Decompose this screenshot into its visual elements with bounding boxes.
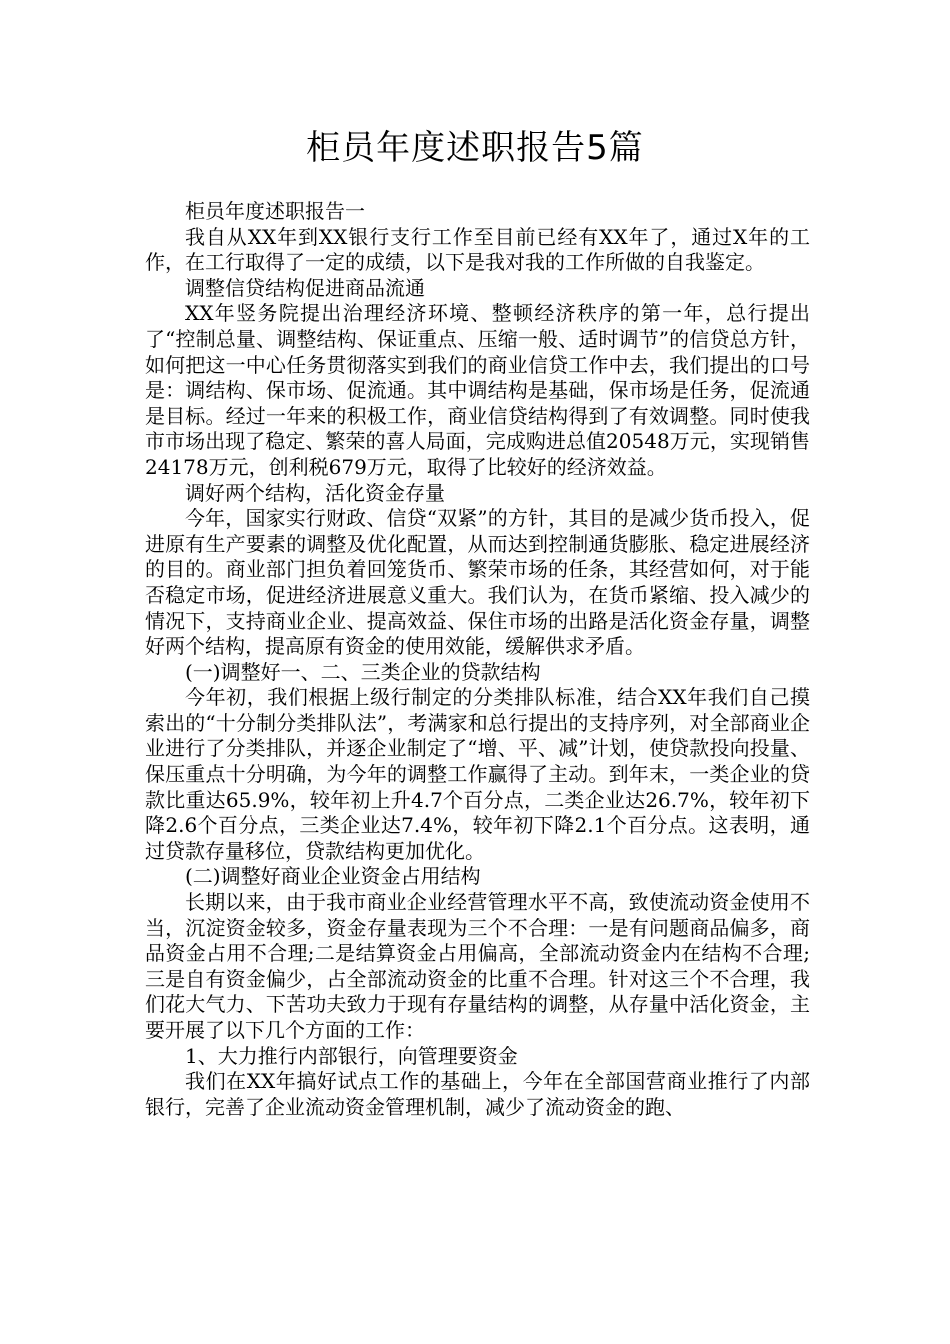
body-paragraph: 今年，国家实行财政、信贷“双紧”的方针，其目的是减少货币投入，促进原有生产要素的调整及优化配置，从而达到控制通货膨胀、稳定进展经济的目的。商业部门担负着回笼货币、繁荣市场的任条，其经营如何，对于能否稳定市场，促进经济进展意义重大。我们认为，在货币紧缩、投入减少的情况下，支持商业企业、提高效益、保住市场的出路是活化资金存量，调整好两个结构，提高原有资金的使用效能，缓解供求矛盾。 [145,506,810,659]
document-body [145,199,810,1120]
section-heading: 柜员年度述职报告一 [185,199,365,223]
document-title: 柜员年度述职报告5篇 [306,128,644,168]
body-paragraph: 今年初，我们根据上级行制定的分类排队标准，结合XX年我们自己摸索出的“十分制分类排队法”，考满家和总行提出的支持序列，对全部商业企业进行了分类排队，并逐企业制定了“增、平、减”计划，使贷款投向投量、保压重点十分明确，为今年的调整工作赢得了主动。到年末，一类企业的贷款比重达65.9%，较年初上升4.7个百分点，二类企业达26.7%，较年初下降2.6个百分点，三类企业达7.4%，较年初下降2.1个百分点。这表明，通过贷款存量移位，贷款结构更加优化。 [145,685,810,863]
section-heading: 1、大力推行内部银行，向管理要资金 [185,1043,518,1068]
body-paragraph: 我们在XX年搞好试点工作的基础上，今年在全部国营商业推行了内部银行，完善了企业流动资金管理机制，减少了流动资金的跑、 [145,1069,810,1119]
section-heading: (二)调整好商业企业资金占用结构 [185,864,481,889]
body-paragraph: XX年竖务院提出治理经济环境、整顿经济秩序的第一年，总行提出了“控制总量、调整结构、保证重点、压缩一般、适时调节”的信贷总方针，如何把这一中心任务贯彻落实到我们的商业信贷工作中去，我们提出的口号是：调结构、保市场、促流通。其中调结构是基础，保市场是任务，促流通是目标。经过一年来的积极工作，商业信贷结构得到了有效调整。同时使我市市场出现了稳定、繁荣的喜人局面，完成购进总值20548万元，实现销售24178万元，创利税679万元，取得了比较好的经济效益。 [145,301,810,479]
body-paragraph: 我自从XX年到XX银行支行工作至目前已经有XX年了，通过X年的工作，在工行取得了一定的成绩，以下是我对我的工作所做的自我鉴定。 [145,224,810,275]
section-heading: (一)调整好一、二、三类企业的贷款结构 [185,659,541,684]
section-heading: 调好两个结构，活化资金存量 [185,480,445,505]
section-heading: 调整信贷结构促进商品流通 [185,275,425,300]
body-paragraph: 长期以来，由于我市商业企业经营管理水平不高，致使流动资金使用不当，沉淀资金较多，资金存量表现为三个不合理：一是有问题商品偏多，商品资金占用不合理;二是结算资金占用偏高，全部流动资金内在结构不合理;三是自有资金偏少，占全部流动资金的比重不合理。针对这三个不合理，我们花大气力、下苦功夫致力于现有存量结构的调整，从存量中活化资金，主要开展了以下几个方面的工作： [145,890,810,1042]
